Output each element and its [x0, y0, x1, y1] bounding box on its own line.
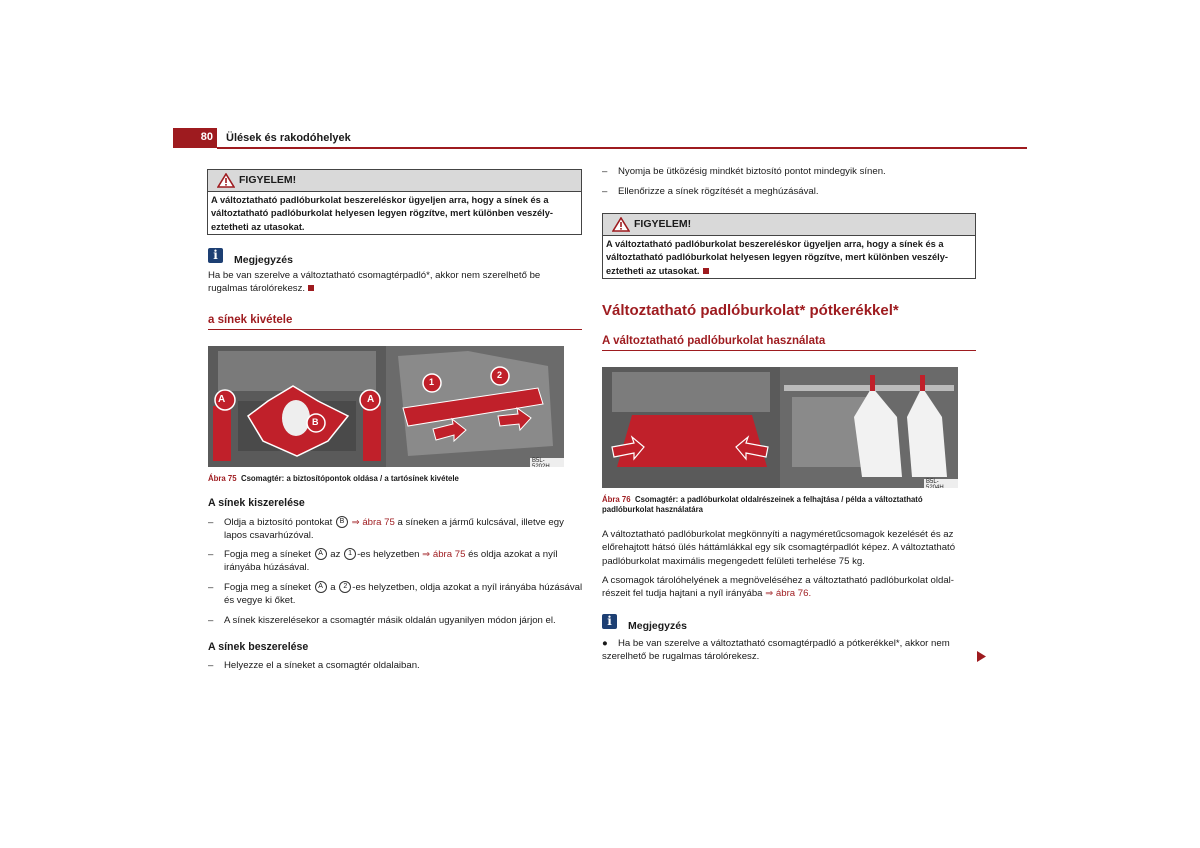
warning-line: eztetheti az utasokat. [606, 265, 972, 278]
warning-line: változtatható padlóburkolat helyesen legyen rögzítve, mert különben veszély- [211, 208, 554, 219]
caption-text: Csomagtér: a biztosítópontok oldása / a tartósínek kivétele [240, 474, 459, 483]
warning-line: változtatható padlóburkolat helyesen legyen rögzítve, mert különben veszély- [606, 252, 949, 263]
section-rule [602, 350, 976, 351]
label-a: A [367, 394, 375, 405]
warning-text [603, 236, 975, 280]
paragraph-line: A változtatható padlóburkolat megkönnyíti a nagyméretűcsomagok kezelését és az [602, 529, 954, 540]
note-text [208, 269, 582, 296]
callout-1-icon: 1 [344, 548, 356, 560]
figure-75-illustration [208, 346, 564, 467]
list-item: – Oldja a biztosító pontokat B ⇒ ábra 75 a síneken a jármű kulcsával, illetve egy lapos csavarhúzóval. [208, 517, 564, 542]
figure-75 [208, 346, 564, 467]
end-marker-icon [703, 268, 709, 274]
warning-box-right [602, 213, 976, 279]
note-title: Megjegyzés [234, 254, 293, 266]
figure-ref-link[interactable]: ⇒ ábra 75 [422, 549, 466, 560]
warning-line: A változtatható padlóburkolat beszereléskor ügyeljen arra, hogy a sínek és a [606, 239, 944, 249]
warning-header [603, 214, 975, 236]
callout-b-icon: B [336, 516, 348, 528]
paragraph-line: részeit fel tudja hajtani a nyíl irányába ⇒ ábra 76. [602, 588, 812, 600]
note-title: Megjegyzés [628, 620, 687, 632]
warning-line: A változtatható padlóburkolat beszereléskor ügyeljen arra, hogy a sínek és a [211, 195, 549, 205]
figure-code: B5L-5204H [924, 479, 958, 488]
header-rule [217, 147, 1027, 149]
subhead-removal: A sínek kiszerelése [208, 497, 305, 509]
warning-title: FIGYELEM! [634, 218, 692, 230]
note-line: ● Ha be van szerelve a változtatható csomagtérpadló a pótkerékkel*, akkor nem [602, 638, 950, 649]
section-title-floor-spare: Változtatható padlóburkolat* pótkerékkel* [602, 302, 899, 319]
paragraph-2 [602, 574, 982, 601]
bullet-icon: ● [602, 638, 608, 649]
list-item: – A sínek kiszerelésekor a csomagtér másik oldalán ugyanilyen módon járjon el. [208, 615, 556, 626]
section-title-rail-removal: a sínek kivétele [208, 314, 293, 326]
section-rule [208, 329, 582, 330]
caption-text: padlóburkolat használatára [602, 505, 703, 514]
warning-line: eztetheti az utasokat. [211, 221, 305, 232]
warning-triangle-icon [217, 173, 235, 188]
chapter-title: Ülések és rakodóhelyek [226, 132, 351, 144]
caption-text: Csomagtér: a padlóburkolat oldalrészeinek a felhajtása / példa a változtatható [634, 495, 923, 504]
caption-label: Ábra 76 [602, 495, 631, 504]
warning-header [208, 170, 581, 192]
note-line: Ha be van szerelve a változtatható csomagtérpadló*, akkor nem szerelhető be [208, 270, 541, 281]
figure-75-caption [208, 474, 588, 484]
info-icon: i [602, 614, 617, 629]
list-item: – Ellenőrizze a sínek rögzítését a meghúzásával. [602, 186, 819, 197]
label-b: B [312, 417, 319, 427]
note-text [602, 637, 982, 664]
info-icon: i [208, 248, 223, 263]
list-item: – Helyezze el a síneket a csomagtér oldalaiban. [208, 660, 420, 671]
callout-a-icon: A [315, 548, 327, 560]
figure-code: B5L-5202H [530, 458, 564, 467]
paragraph-line: padlóburkolat maximális megengedett felületi terhelése 75 kg. [602, 555, 865, 567]
label-a: A [218, 394, 226, 405]
end-marker-icon [308, 285, 314, 291]
label-1: 1 [429, 377, 435, 387]
callout-a-icon: A [315, 581, 327, 593]
subsection-title-usage: A változtatható padlóburkolat használata [602, 335, 826, 347]
note-line: rugalmas tárolórekesz. [208, 282, 582, 295]
callout-2-icon: 2 [339, 581, 351, 593]
warning-title: FIGYELEM! [239, 174, 297, 186]
paragraph-line: A csomagok tárolóhelyének a megnöveléséhez a változtatható padlóburkolat oldal- [602, 575, 954, 586]
warning-box-left [207, 169, 582, 235]
page-number: 80 [200, 131, 213, 143]
list-item: – Fogja meg a síneket A a 2 -es helyzetben, oldja azokat a nyíl irányába húzásával és vegye ki őket. [208, 582, 583, 607]
paragraph-1 [602, 528, 982, 568]
label-2: 2 [497, 370, 503, 380]
subhead-install: A sínek beszerelése [208, 641, 309, 653]
figure-76 [602, 367, 958, 488]
figure-76-illustration [602, 367, 958, 488]
figure-ref-link[interactable]: ⇒ ábra 76. [765, 588, 812, 600]
list-item: – Nyomja be ütközésig mindkét biztosító pontot mindegyik sínen. [602, 166, 886, 177]
figure-76-caption [602, 495, 982, 515]
warning-triangle-icon [612, 217, 630, 232]
next-page-arrow-icon[interactable] [977, 651, 986, 662]
paragraph-line: előrehajtott hátsó ülés háttámlákkal egy sík csomagtérpadlót képez. A változtatható [602, 542, 956, 554]
note-line: szerelhető be rugalmas tárolórekesz. [602, 651, 760, 663]
figure-ref-link[interactable]: ⇒ ábra 75 [351, 517, 395, 528]
list-item: – Fogja meg a síneket A az 1 -es helyzetben ⇒ ábra 75 és oldja azokat a nyíl irányába húzásával. [208, 549, 558, 574]
warning-text [208, 192, 581, 236]
caption-label: Ábra 75 [208, 474, 237, 483]
